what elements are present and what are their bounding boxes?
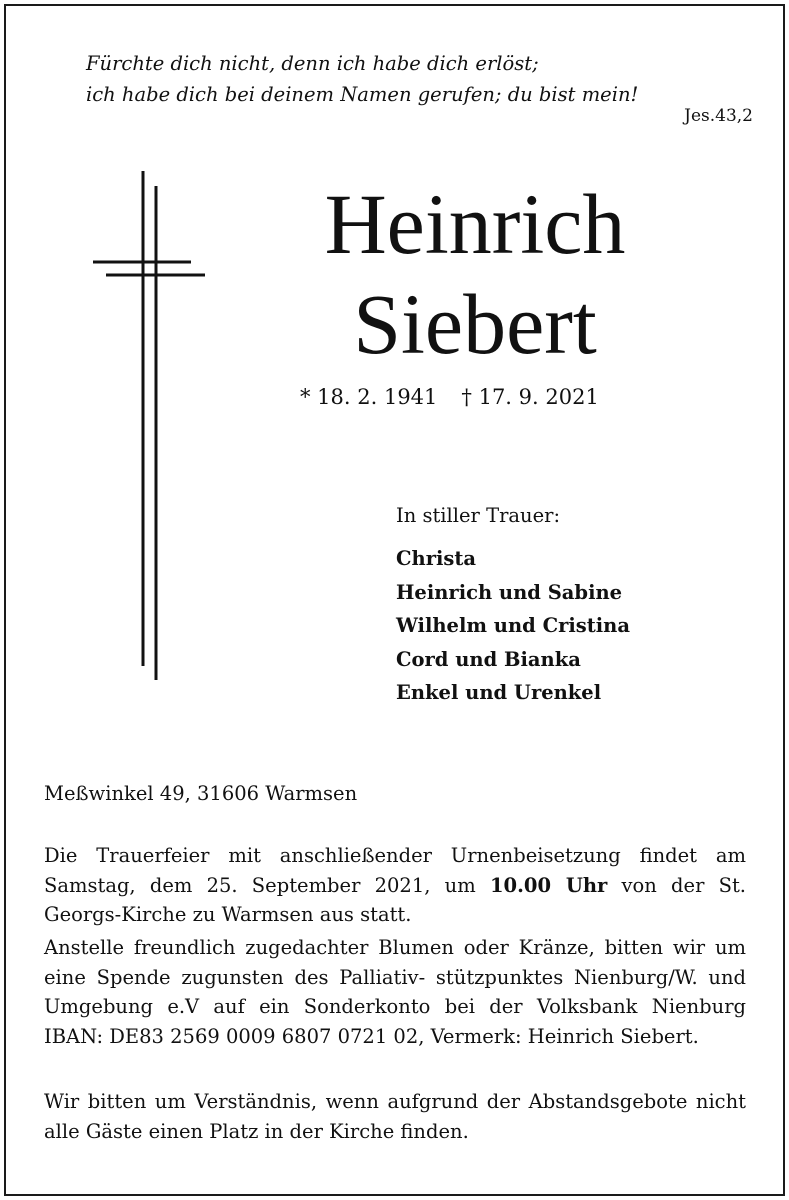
quote-reference: Jes.43,2	[684, 106, 753, 126]
mourner-name: Wilhelm und Cristina	[396, 614, 630, 637]
mourner-name: Christa	[396, 547, 476, 570]
notice-paragraph: Wir bitten um Verständnis, wenn aufgrund der Abstandsgebote nicht alle Gäste einen Platz in der Kirche finden.	[44, 1090, 746, 1143]
life-dates	[300, 385, 650, 409]
ceremony-time: 10.00 Uhr	[489, 873, 608, 897]
deceased-first-name: Heinrich	[324, 176, 626, 272]
donation-paragraph: Anstelle freundlich zugedachter Blumen oder Kränze, bitten wir um eine Spende zugunsten des Palliativ- stützpunktes Nienburg/W. und Umgebung e.V auf ein Sonderkonto bei der Volksbank Nienburg IBAN: DE83 2569 0009 6807 0721 02, Vermerk: Heinrich Siebert.	[44, 936, 746, 1048]
quote-line-1: Fürchte dich nicht, denn ich habe dich erlöst;	[86, 52, 539, 75]
death-date: † 17. 9. 2021	[461, 385, 599, 409]
mourner-name: Heinrich und Sabine	[396, 580, 623, 604]
family-address: Meßwinkel 49, 31606 Warmsen	[44, 782, 358, 805]
deceased-last-name: Siebert	[353, 276, 597, 372]
ceremony-paragraph	[44, 841, 746, 930]
birth-date: * 18. 2. 1941	[300, 385, 438, 409]
ceremony-text-before: Die Trauerfeier mit anschließender Urnenbeisetzung findet am Samstag, dem 25. September 2021, um	[44, 844, 746, 897]
mourners-list	[396, 542, 630, 710]
mourner-name: Enkel und Urenkel	[396, 681, 602, 704]
ceremony-text-after: von der St. Georgs-Kirche zu Warmsen aus statt.	[44, 873, 747, 926]
quote-line-2: ich habe dich bei deinem Namen gerufen; du bist mein!	[86, 83, 639, 106]
mourning-intro: In stiller Trauer:	[396, 504, 561, 527]
mourner-name: Cord und Bianka	[396, 647, 581, 671]
